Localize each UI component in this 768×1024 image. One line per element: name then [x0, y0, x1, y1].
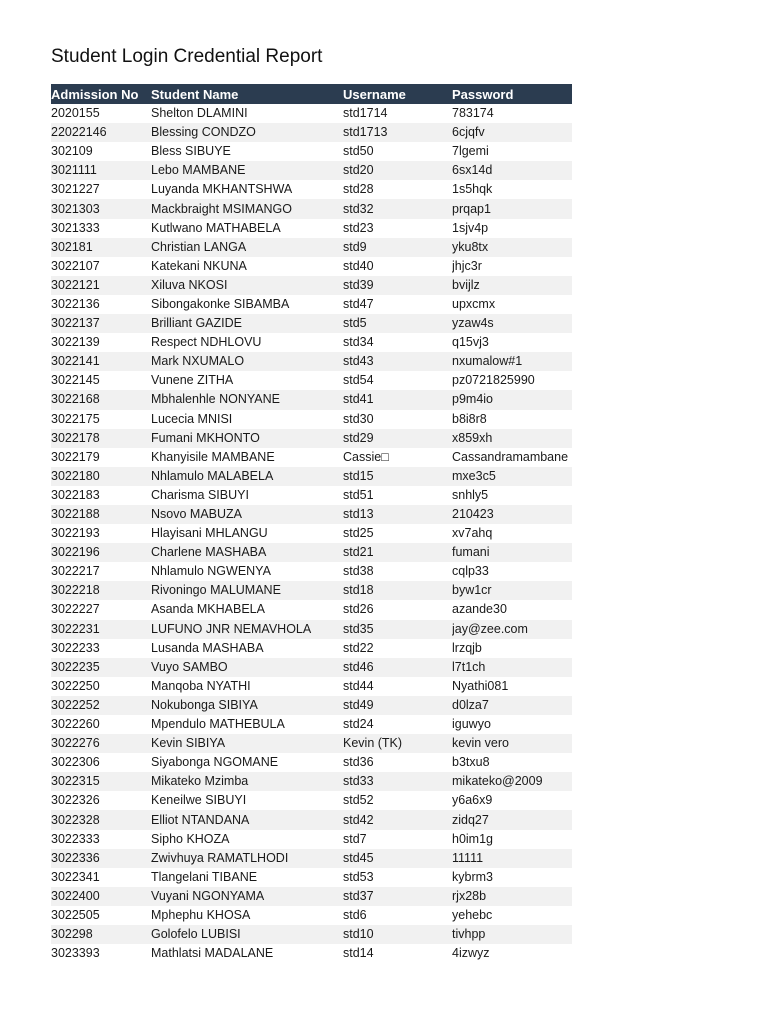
table-body: [51, 104, 572, 963]
password-cell: iguwyo: [452, 715, 572, 734]
username-cell: std6: [343, 906, 452, 925]
admission-no-cell: 3022505: [51, 906, 151, 925]
password-cell: 7lgemi: [452, 142, 572, 161]
username-cell: std29: [343, 429, 452, 448]
table-row: [51, 486, 572, 505]
student-name-cell: Rivoningo MALUMANE: [151, 581, 343, 600]
username-cell: std7: [343, 830, 452, 849]
admission-no-cell: 3022179: [51, 448, 151, 467]
admission-no-cell: 3022227: [51, 600, 151, 619]
table-row: [51, 429, 572, 448]
table-row: [51, 696, 572, 715]
admission-no-cell: 3022326: [51, 791, 151, 810]
username-cell: std40: [343, 257, 452, 276]
password-cell: tivhpp: [452, 925, 572, 944]
table-row: [51, 505, 572, 524]
student-name-cell: Luyanda MKHANTSHWA: [151, 180, 343, 199]
report-title: Student Login Credential Report: [51, 46, 323, 67]
username-cell: std15: [343, 467, 452, 486]
student-name-cell: Tlangelani TIBANE: [151, 868, 343, 887]
username-cell: std1714: [343, 104, 452, 123]
admission-no-cell: 3022336: [51, 849, 151, 868]
password-cell: 6sx14d: [452, 161, 572, 180]
table-row: [51, 887, 572, 906]
password-cell: prqap1: [452, 199, 572, 218]
username-cell: std41: [343, 390, 452, 409]
student-name-cell: Hlayisani MHLANGU: [151, 524, 343, 543]
table-row: [51, 849, 572, 868]
admission-no-cell: 3022196: [51, 543, 151, 562]
admission-no-cell: 3022276: [51, 734, 151, 753]
password-cell: rjx28b: [452, 887, 572, 906]
username-cell: std37: [343, 887, 452, 906]
admission-no-cell: 3022306: [51, 753, 151, 772]
username-cell: std42: [343, 810, 452, 829]
table-row: [51, 371, 572, 390]
student-name-cell: Vuyani NGONYAMA: [151, 887, 343, 906]
password-cell: h0im1g: [452, 830, 572, 849]
admission-no-cell: 3022139: [51, 333, 151, 352]
table-row: [51, 944, 572, 963]
admission-no-cell: 3021303: [51, 199, 151, 218]
admission-no-cell: 3022231: [51, 620, 151, 639]
admission-no-cell: 3022250: [51, 677, 151, 696]
password-cell: d0lza7: [452, 696, 572, 715]
password-cell: lrzqjb: [452, 639, 572, 658]
table-row: [51, 276, 572, 295]
student-name-cell: Mikateko Mzimba: [151, 772, 343, 791]
student-name-cell: Asanda MKHABELA: [151, 600, 343, 619]
admission-no-cell: 302181: [51, 238, 151, 257]
username-cell: std38: [343, 562, 452, 581]
admission-no-cell: 3022145: [51, 371, 151, 390]
admission-no-cell: 3021333: [51, 219, 151, 238]
admission-no-cell: 3022136: [51, 295, 151, 314]
table-row: [51, 753, 572, 772]
table-row: [51, 180, 572, 199]
table-row: [51, 906, 572, 925]
password-cell: cqlp33: [452, 562, 572, 581]
table-row: [51, 791, 572, 810]
student-name-cell: Blessing CONDZO: [151, 123, 343, 142]
table-row: [51, 314, 572, 333]
student-name-cell: Christian LANGA: [151, 238, 343, 257]
table-row: [51, 238, 572, 257]
username-cell: std25: [343, 524, 452, 543]
username-cell: std44: [343, 677, 452, 696]
admission-no-cell: 3022178: [51, 429, 151, 448]
username-cell: std35: [343, 620, 452, 639]
password-cell: Cassandramambane: [452, 448, 572, 467]
student-name-cell: Elliot NTANDANA: [151, 810, 343, 829]
password-cell: x859xh: [452, 429, 572, 448]
student-name-cell: Respect NDHLOVU: [151, 333, 343, 352]
table-row: [51, 410, 572, 429]
table-row: [51, 581, 572, 600]
username-cell: std18: [343, 581, 452, 600]
admission-no-cell: 3022218: [51, 581, 151, 600]
username-cell: std10: [343, 925, 452, 944]
admission-no-cell: 3022141: [51, 352, 151, 371]
password-cell: jay@zee.com: [452, 620, 572, 639]
student-name-cell: Nsovo MABUZA: [151, 505, 343, 524]
username-cell: std33: [343, 772, 452, 791]
password-cell: mikateko@2009: [452, 772, 572, 791]
student-name-cell: Mackbraight MSIMANGO: [151, 199, 343, 218]
admission-no-cell: 3022315: [51, 772, 151, 791]
username-cell: Kevin (TK): [343, 734, 452, 753]
table-row: [51, 620, 572, 639]
admission-no-cell: 3022341: [51, 868, 151, 887]
table-row: [51, 448, 572, 467]
table-row: [51, 543, 572, 562]
password-cell: kevin vero: [452, 734, 572, 753]
table-row: [51, 830, 572, 849]
admission-no-cell: 3022183: [51, 486, 151, 505]
username-cell: std1713: [343, 123, 452, 142]
student-name-cell: Lebo MAMBANE: [151, 161, 343, 180]
table-row: [51, 658, 572, 677]
username-cell: std52: [343, 791, 452, 810]
admission-no-cell: 3022107: [51, 257, 151, 276]
credential-table: [51, 84, 572, 963]
admission-no-cell: 3022175: [51, 410, 151, 429]
table-row: [51, 142, 572, 161]
table-row: [51, 219, 572, 238]
password-cell: yehebc: [452, 906, 572, 925]
username-cell: std23: [343, 219, 452, 238]
username-cell: std22: [343, 639, 452, 658]
table-row: [51, 639, 572, 658]
student-name-cell: Mphephu KHOSA: [151, 906, 343, 925]
student-name-cell: Mark NXUMALO: [151, 352, 343, 371]
password-cell: fumani: [452, 543, 572, 562]
table-row: [51, 810, 572, 829]
admission-no-cell: 3022193: [51, 524, 151, 543]
username-cell: std26: [343, 600, 452, 619]
password-cell: upxcmx: [452, 295, 572, 314]
admission-no-cell: 3022137: [51, 314, 151, 333]
username-cell: std39: [343, 276, 452, 295]
admission-no-cell: 3022217: [51, 562, 151, 581]
password-cell: byw1cr: [452, 581, 572, 600]
admission-no-cell: 3022333: [51, 830, 151, 849]
student-name-cell: Shelton DLAMINI: [151, 104, 343, 123]
username-cell: std28: [343, 180, 452, 199]
column-header-username: Username: [343, 84, 452, 104]
table-row: [51, 257, 572, 276]
student-name-cell: Keneilwe SIBUYI: [151, 791, 343, 810]
student-name-cell: Nokubonga SIBIYA: [151, 696, 343, 715]
username-cell: std9: [343, 238, 452, 257]
table-row: [51, 925, 572, 944]
column-header-password: Password: [452, 84, 572, 104]
table-row: [51, 161, 572, 180]
student-name-cell: Sipho KHOZA: [151, 830, 343, 849]
password-cell: Nyathi081: [452, 677, 572, 696]
table-row: [51, 562, 572, 581]
student-name-cell: Mbhalenhle NONYANE: [151, 390, 343, 409]
admission-no-cell: 3022328: [51, 810, 151, 829]
username-cell: std14: [343, 944, 452, 963]
username-cell: std34: [343, 333, 452, 352]
table-row: [51, 352, 572, 371]
password-cell: 4izwyz: [452, 944, 572, 963]
table-row: [51, 715, 572, 734]
student-name-cell: Siyabonga NGOMANE: [151, 753, 343, 772]
table-row: [51, 199, 572, 218]
password-cell: snhly5: [452, 486, 572, 505]
table-row: [51, 524, 572, 543]
student-name-cell: Zwivhuya RAMATLHODI: [151, 849, 343, 868]
password-cell: 1s5hqk: [452, 180, 572, 199]
admission-no-cell: 3021227: [51, 180, 151, 199]
username-cell: std51: [343, 486, 452, 505]
student-name-cell: Manqoba NYATHI: [151, 677, 343, 696]
student-name-cell: Mpendulo MATHEBULA: [151, 715, 343, 734]
username-cell: std13: [343, 505, 452, 524]
password-cell: q15vj3: [452, 333, 572, 352]
table-row: [51, 868, 572, 887]
student-name-cell: Nhlamulo MALABELA: [151, 467, 343, 486]
username-cell: std50: [343, 142, 452, 161]
student-name-cell: Bless SIBUYE: [151, 142, 343, 161]
username-cell: std32: [343, 199, 452, 218]
admission-no-cell: 3022252: [51, 696, 151, 715]
student-name-cell: Golofelo LUBISI: [151, 925, 343, 944]
password-cell: p9m4io: [452, 390, 572, 409]
student-name-cell: Sibongakonke SIBAMBA: [151, 295, 343, 314]
admission-no-cell: 2020155: [51, 104, 151, 123]
table-header-row: [51, 84, 572, 104]
student-name-cell: Mathlatsi MADALANE: [151, 944, 343, 963]
student-name-cell: Katekani NKUNA: [151, 257, 343, 276]
admission-no-cell: 3022260: [51, 715, 151, 734]
student-name-cell: Charlene MASHABA: [151, 543, 343, 562]
username-cell: std53: [343, 868, 452, 887]
password-cell: xv7ahq: [452, 524, 572, 543]
username-cell: std24: [343, 715, 452, 734]
username-cell: Cassie□: [343, 448, 452, 467]
student-name-cell: Lucecia MNISI: [151, 410, 343, 429]
username-cell: std47: [343, 295, 452, 314]
student-name-cell: Charisma SIBUYI: [151, 486, 343, 505]
student-name-cell: Xiluva NKOSI: [151, 276, 343, 295]
admission-no-cell: 3022168: [51, 390, 151, 409]
admission-no-cell: 22022146: [51, 123, 151, 142]
student-name-cell: Brilliant GAZIDE: [151, 314, 343, 333]
table-row: [51, 333, 572, 352]
table-row: [51, 600, 572, 619]
admission-no-cell: 3021111: [51, 161, 151, 180]
password-cell: bvijlz: [452, 276, 572, 295]
password-cell: yku8tx: [452, 238, 572, 257]
student-name-cell: Khanyisile MAMBANE: [151, 448, 343, 467]
table-row: [51, 734, 572, 753]
username-cell: std36: [343, 753, 452, 772]
password-cell: jhjc3r: [452, 257, 572, 276]
password-cell: pz0721825990: [452, 371, 572, 390]
password-cell: 210423: [452, 505, 572, 524]
password-cell: 783174: [452, 104, 572, 123]
password-cell: mxe3c5: [452, 467, 572, 486]
admission-no-cell: 3022233: [51, 639, 151, 658]
admission-no-cell: 3022188: [51, 505, 151, 524]
student-name-cell: Kevin SIBIYA: [151, 734, 343, 753]
password-cell: y6a6x9: [452, 791, 572, 810]
table-row: [51, 467, 572, 486]
username-cell: std54: [343, 371, 452, 390]
admission-no-cell: 3022400: [51, 887, 151, 906]
student-name-cell: Vunene ZITHA: [151, 371, 343, 390]
table-row: [51, 677, 572, 696]
password-cell: 1sjv4p: [452, 219, 572, 238]
table-row: [51, 104, 572, 123]
admission-no-cell: 3023393: [51, 944, 151, 963]
column-header-admission-no: Admission No: [51, 84, 151, 104]
admission-no-cell: 3022121: [51, 276, 151, 295]
table-row: [51, 123, 572, 142]
password-cell: yzaw4s: [452, 314, 572, 333]
table-row: [51, 295, 572, 314]
username-cell: std49: [343, 696, 452, 715]
password-cell: azande30: [452, 600, 572, 619]
student-name-cell: Kutlwano MATHABELA: [151, 219, 343, 238]
student-name-cell: LUFUNO JNR NEMAVHOLA: [151, 620, 343, 639]
password-cell: nxumalow#1: [452, 352, 572, 371]
admission-no-cell: 3022180: [51, 467, 151, 486]
admission-no-cell: 302109: [51, 142, 151, 161]
student-name-cell: Nhlamulo NGWENYA: [151, 562, 343, 581]
username-cell: std20: [343, 161, 452, 180]
table-row: [51, 772, 572, 791]
password-cell: zidq27: [452, 810, 572, 829]
username-cell: std5: [343, 314, 452, 333]
password-cell: 11111: [452, 849, 572, 868]
admission-no-cell: 302298: [51, 925, 151, 944]
student-name-cell: Vuyo SAMBO: [151, 658, 343, 677]
username-cell: std45: [343, 849, 452, 868]
password-cell: 6cjqfv: [452, 123, 572, 142]
username-cell: std46: [343, 658, 452, 677]
username-cell: std43: [343, 352, 452, 371]
table-row: [51, 390, 572, 409]
password-cell: kybrm3: [452, 868, 572, 887]
username-cell: std21: [343, 543, 452, 562]
student-name-cell: Fumani MKHONTO: [151, 429, 343, 448]
password-cell: l7t1ch: [452, 658, 572, 677]
username-cell: std30: [343, 410, 452, 429]
student-name-cell: Lusanda MASHABA: [151, 639, 343, 658]
admission-no-cell: 3022235: [51, 658, 151, 677]
password-cell: b3txu8: [452, 753, 572, 772]
password-cell: b8i8r8: [452, 410, 572, 429]
column-header-student-name: Student Name: [151, 84, 343, 104]
